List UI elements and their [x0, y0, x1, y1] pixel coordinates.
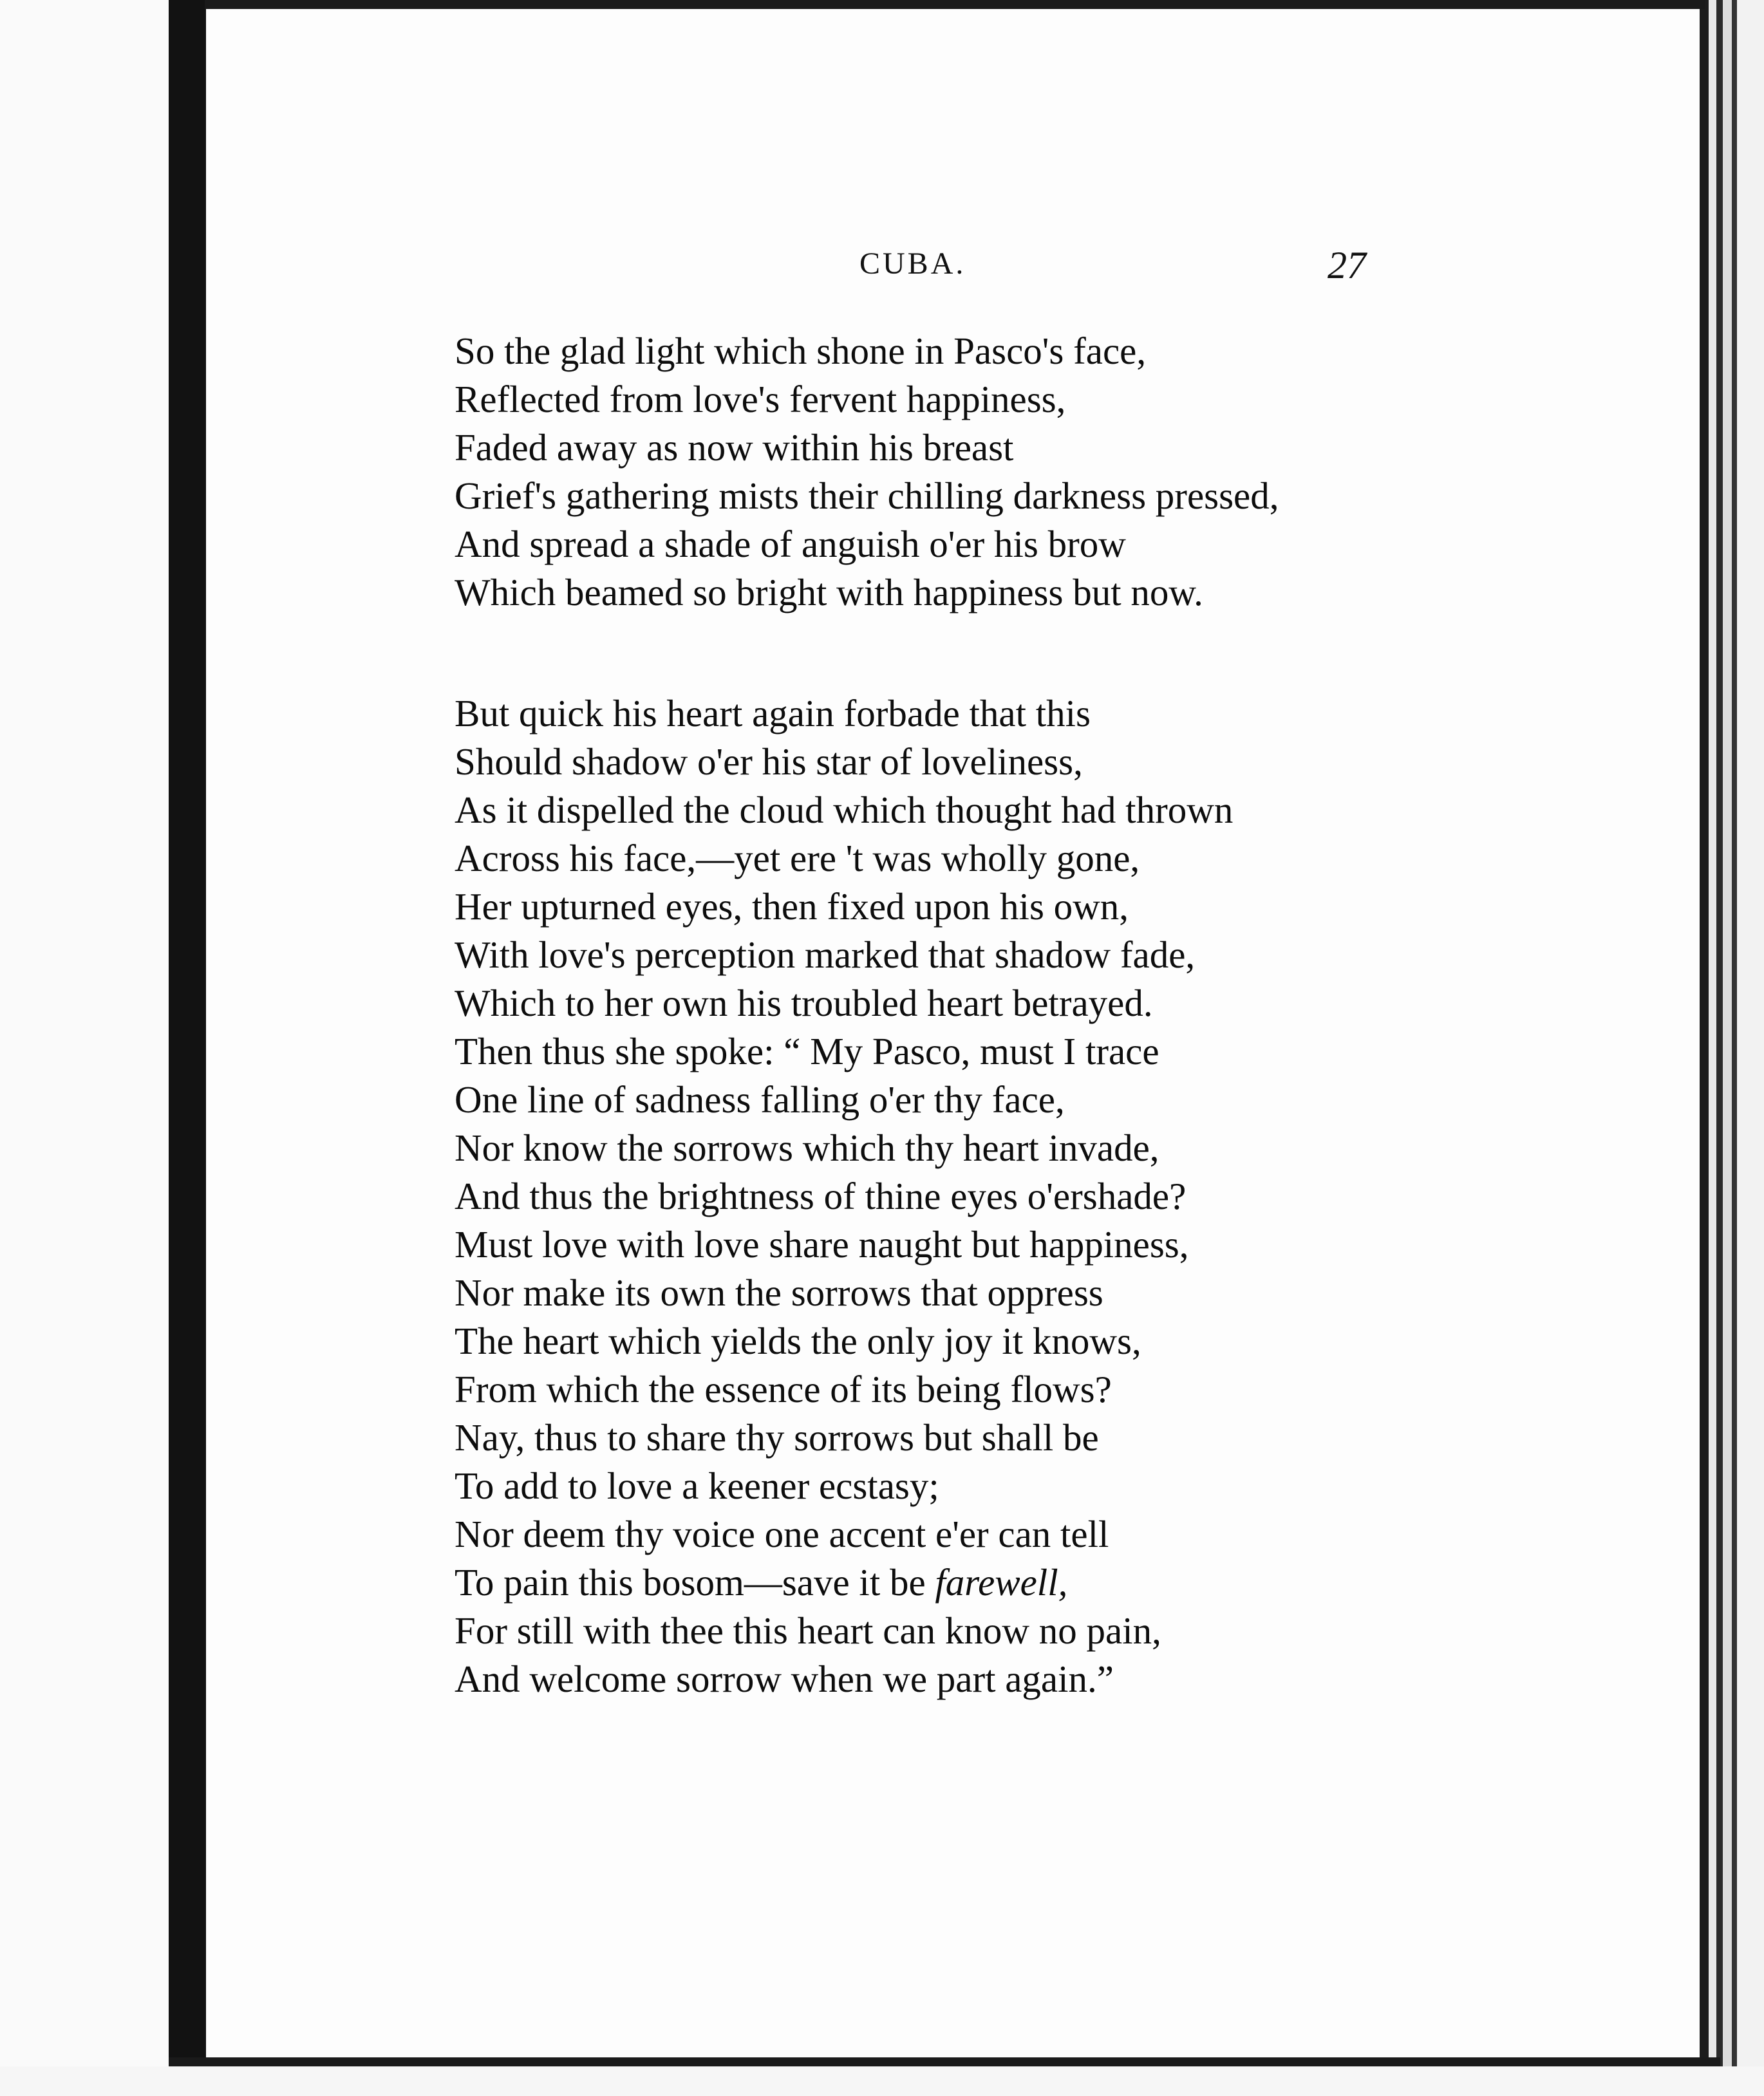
verse-line: Reflected from love's fervent happiness,	[455, 378, 1066, 420]
book-binding-shadow	[169, 0, 206, 2066]
page-edge-line	[1716, 0, 1723, 2096]
verse-line: One line of sadness falling o'er thy face,	[455, 1078, 1065, 1121]
running-title: CUBA.	[859, 247, 966, 281]
verse-line: And spread a shade of anguish o'er his brow	[455, 523, 1126, 565]
verse-text: To pain this bosom—save it be	[455, 1561, 926, 1604]
page-edge-line	[1732, 0, 1737, 2096]
verse-line: Nay, thus to share thy sorrows but shall be	[455, 1416, 1099, 1459]
page-edge-gap	[1723, 0, 1732, 2096]
verse-line: Faded away as now within his breast	[455, 426, 1014, 469]
verse-line: Her upturned eyes, then fixed upon his own,	[455, 885, 1129, 928]
verse-line: As it dispelled the cloud which thought had thrown	[455, 789, 1234, 831]
verse-line: Nor make its own the sorrows that oppress	[455, 1271, 1103, 1314]
page-edge-gap	[1709, 0, 1716, 2096]
page-bottom-edge	[169, 2057, 1720, 2066]
verse-line: Then thus she spoke: “ My Pasco, must I trace	[455, 1030, 1159, 1072]
verse-line-with-italic	[455, 1558, 1233, 1607]
stanza-1	[455, 327, 1279, 617]
right-outer-margin	[1737, 0, 1764, 2096]
verse-line: With love's perception marked that shadow fade,	[455, 933, 1196, 976]
verse-line: Nor deem thy voice one accent e'er can tell	[455, 1513, 1109, 1555]
verse-line: For still with thee this heart can know no pain,	[455, 1609, 1161, 1652]
verse-line: Which to her own his troubled heart betrayed.	[455, 982, 1153, 1024]
verse-line: Nor know the sorrows which thy heart invade,	[455, 1127, 1159, 1169]
stanza-2	[455, 689, 1233, 1703]
verse-line: Across his face,—yet ere 't was wholly gone,	[455, 837, 1140, 879]
left-margin	[0, 0, 169, 2096]
verse-line: The heart which yields the only joy it knows,	[455, 1320, 1141, 1362]
verse-line: But quick his heart again forbade that this	[455, 692, 1091, 735]
page-edge-line	[1700, 0, 1709, 2066]
verse-line: Grief's gathering mists their chilling darkness pressed,	[455, 474, 1279, 517]
verse-line: So the glad light which shone in Pasco's face,	[455, 330, 1147, 372]
italic-word: farewell,	[935, 1561, 1068, 1604]
verse-line: Must love with love share naught but happiness,	[455, 1223, 1189, 1266]
page-top-edge	[205, 0, 1705, 9]
scan-bottom-band	[0, 2066, 1764, 2096]
verse-line: And thus the brightness of thine eyes o'ershade?	[455, 1175, 1187, 1217]
verse-line: To add to love a keener ecstasy;	[455, 1464, 939, 1507]
verse-line: From which the essence of its being flows?	[455, 1368, 1112, 1410]
page-number: 27	[1328, 244, 1366, 286]
verse-line: Which beamed so bright with happiness but now.	[455, 571, 1203, 613]
verse-line: Should shadow o'er his star of loveliness,	[455, 740, 1083, 783]
verse-line: And welcome sorrow when we part again.”	[455, 1658, 1114, 1700]
